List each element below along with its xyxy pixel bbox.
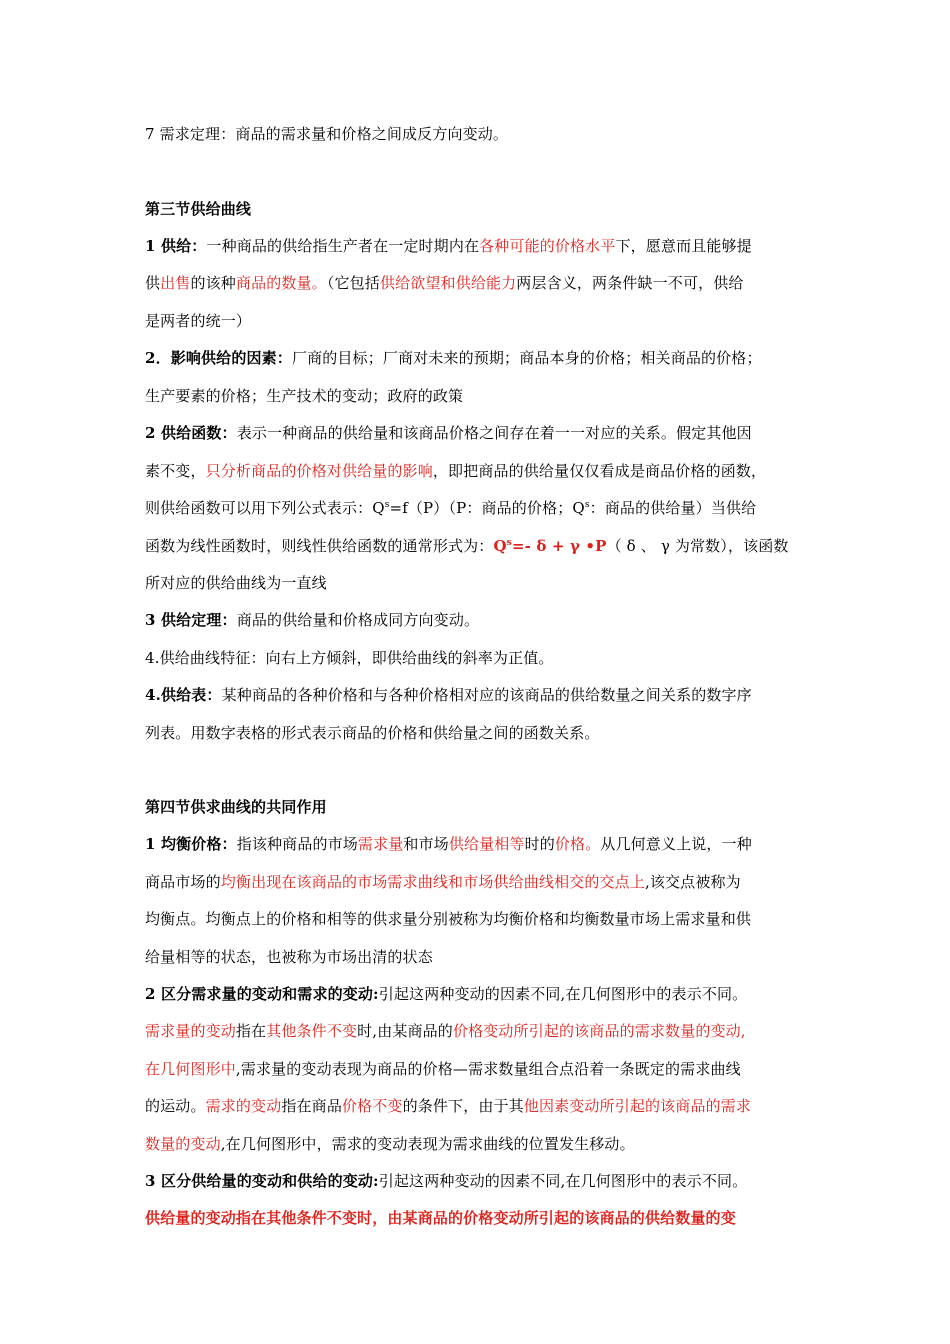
text-span: 素不变， [145,462,206,480]
demand-law-label: 7 需求定理： [145,125,236,143]
demand-change-line5 [145,1134,635,1154]
supply-function-line5: 所对应的供给曲线为一直线 [145,574,327,592]
highlight-span: 在几何图形中 [145,1060,236,1078]
highlight-span: 供给欲望和供给能力 [379,274,517,292]
text-span: 供 [145,274,161,292]
text-span: 商品的供给量和价格成同方向变动。 [236,611,480,629]
text-span: 一种商品的供给指生产者在一定时期内在 [206,237,480,255]
text-span: 的条件下，由于其 [402,1097,524,1115]
text-span: ，即把商品的供给量仅仅看成是商品价格的函数， [432,462,767,480]
highlight-span: 供给量相等 [448,835,525,853]
supply-function-line3 [145,498,756,518]
text-span: 的该种 [190,274,236,292]
equilibrium-line4: 给量相等的状态，也被称为市场出清的状态 [145,948,433,966]
supply-function-line1 [145,423,752,443]
text-span: 下，愿意而且能够提 [615,237,752,255]
highlight-span: 需求量的变动 [145,1022,236,1040]
text-span: （它包括 [326,274,380,292]
supply-schedule-line1 [145,685,752,705]
demand-change-line4 [145,1096,751,1116]
text-span: 和市场 [403,835,449,853]
demand-change-line3 [145,1059,741,1079]
equilibrium-line2 [145,872,741,892]
text-span: 从几何意义上说，一种 [600,835,752,853]
supply-def-line2 [145,273,744,293]
supply-factors-line2: 生产要素的价格；生产技术的变动；政府的政策 [145,387,464,405]
demand-law-text: 商品的需求量和价格之间成反方向变动。 [235,125,509,143]
formula-span: Q [493,537,507,555]
supply-def-line3: 是两者的统一） [145,312,252,330]
text-span: 厂商的目标；厂商对未来的预期；商品本身的价格；相关商品的价格； [291,349,762,367]
highlight-span: 各种可能的价格水平 [479,237,616,255]
text-span: 商品市场的 [145,873,221,891]
highlight-span: 价格不变 [341,1097,403,1115]
equilibrium-label: 1 均衡价格： [145,835,237,853]
text-span: 两层含义，两条件缺一不可，供给 [516,274,744,292]
supply-change-label: 3 区分供给量的变动和供给的变动: [145,1172,379,1190]
demand-change-line2 [145,1021,746,1041]
text-span: =f（P）（P：商品的价格；Q [389,499,585,517]
highlight-span: 出售 [160,274,191,292]
text-span: 指该种商品的市场 [236,835,358,853]
highlight-span: 只分析商品的价格对供给量的影响 [205,462,433,480]
text-span: 时,由某商品的 [357,1022,453,1040]
demand-change-line1 [145,984,747,1004]
text-span: 引起这两种变动的因素不同,在几何图形中的表示不同。 [378,985,748,1003]
text-span: 的运动。 [145,1097,206,1115]
highlight-span: 他因素变动所引起的该商品的需求 [523,1097,752,1115]
equilibrium-line3: 均衡点。均衡点上的价格和相等的供求量分别被称为均衡价格和均衡数量市场上需求量和供 [145,910,752,928]
supply-change-line2: 供给量的变动指在其他条件不变时，由某商品的价格变动所引起的该商品的供给数量的变 [145,1209,736,1227]
highlight-span: 价格变动所引起的该商品的需求数量的变动, [452,1022,746,1040]
text-span: 某种商品的各种价格和与各种价格相对应的该商品的供给数量之间关系的数字序 [221,686,752,704]
text-span: 函数为线性函数时，则线性供给函数的通常形式为： [145,537,494,555]
supply-def-label: 1 供给： [145,237,207,255]
highlight-span: 需求量 [357,835,404,853]
highlight-span: 商品的数量。 [235,274,327,292]
highlight-span: 均衡出现在该商品的市场需求曲线和市场供给曲线相交的交点上 [220,873,645,891]
text-span: （ δ 、 γ 为常数），该函数 [606,537,789,555]
highlight-span: 数量的变动 [145,1135,221,1153]
text-span: ：商品的供给量）当供给 [589,499,757,517]
text-span: 指在 [235,1022,267,1040]
supply-factors-line1 [145,348,762,368]
text-span: ,在几何图形中，需求的变动表现为需求曲线的位置发生移动。 [220,1135,635,1153]
supply-schedule-line2: 列表。用数字表格的形式表示商品的价格和供给量之间的函数关系。 [145,724,600,742]
text-span: ,需求量的变动表现为商品的价格—需求数量组合点沿着一条既定的需求曲线 [235,1060,741,1078]
demand-law-line [145,124,508,144]
text-span: 引起这两种变动的因素不同,在几何图形中的表示不同。 [378,1172,748,1190]
formula-superscript: s [506,538,512,548]
highlight-span: 其他条件不变 [266,1022,358,1040]
supply-curve-feature-line: 4.供给曲线特征：向右上方倾斜，即供给曲线的斜率为正值。 [145,649,554,667]
supply-change-line1 [145,1171,747,1191]
text-span: ,该交点被称为 [644,873,741,891]
equilibrium-line1 [145,834,752,854]
superscript: s [584,500,590,510]
supply-schedule-label: 4.供给表： [145,686,222,704]
text-span: 表示一种商品的供给量和该商品价格之间存在着一一对应的关系。假定其他因 [236,424,752,442]
superscript: s [384,500,390,510]
text-span: 指在商品 [281,1097,342,1115]
section3-title: 第三节供给曲线 [145,200,252,218]
supply-function-label: 2 供给函数： [145,424,237,442]
supply-factors-label: 2．影响供给的因素： [145,349,292,367]
text-span: 时的 [524,835,555,853]
supply-def-line1 [145,236,752,256]
supply-law-line [145,610,479,630]
supply-function-line2 [145,461,766,481]
text-span: 则供给函数可以用下列公式表示：Q [145,499,385,517]
highlight-span: 需求的变动 [205,1097,282,1115]
section4-title: 第四节供求曲线的共同作用 [145,798,327,816]
supply-law-label: 3 供给定理： [145,611,237,629]
demand-change-label: 2 区分需求量的变动和需求的变动: [145,985,379,1003]
formula-span: =- δ + γ •P [511,537,607,555]
supply-function-line4 [145,536,789,556]
highlight-span: 价格。 [554,835,601,853]
